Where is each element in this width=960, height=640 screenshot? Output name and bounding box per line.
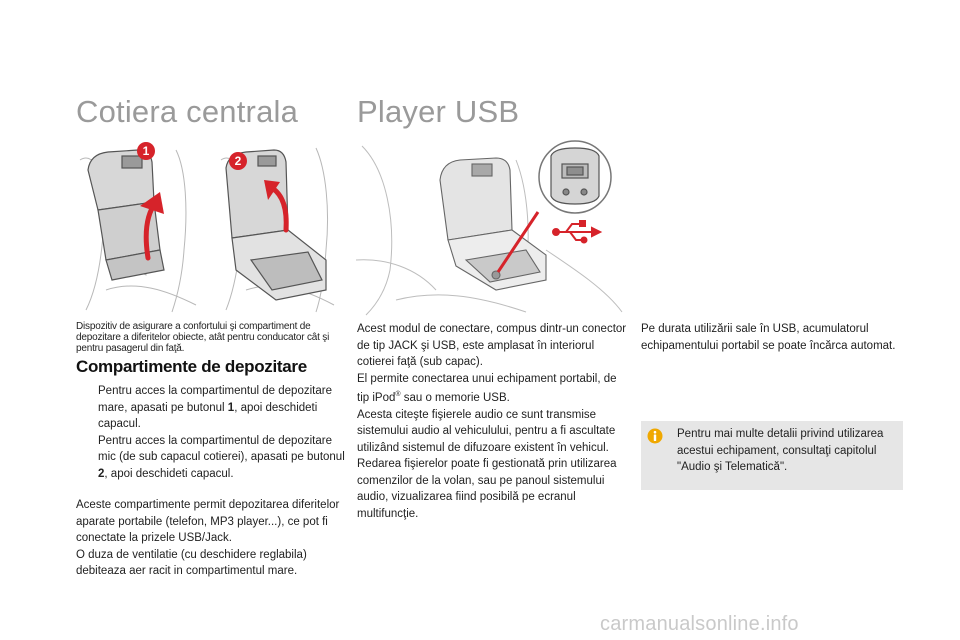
info-icon <box>647 428 663 444</box>
svg-text:2: 2 <box>234 154 242 168</box>
compartments-description <box>76 497 346 580</box>
info-text: Pentru mai multe detalii privind utilizarea acestui echipament, consultaţi capitolul "Audio şi Telematică". <box>677 428 884 473</box>
usb-player-description <box>357 321 627 522</box>
section-heading-compartments: Compartimente de depozitare <box>76 357 307 376</box>
paragraph: Aceste compartimente permit depozitarea diferitelor aparate portabile (telefon, MP3 player...), ce pot fi conectate la prizele USB/Jack. <box>76 499 340 544</box>
armrest-illustration <box>76 140 338 316</box>
title-cotiera-centrala: Cotiera centrala <box>76 94 299 129</box>
usb-charging-note: Pe durata utilizării sale în USB, acumulatorul echipamentului portabil se poate încărca automat. <box>641 323 896 352</box>
usb-drawing <box>356 140 624 316</box>
paragraph: Redarea fişierelor poate fi gestionată prin utilizarea comenzilor de la volan, sau pe panoul sistemului audio, vizualizarea fiind posibilă pe ecranul multifuncţie. <box>357 458 617 520</box>
usb-player-illustration <box>356 140 624 316</box>
paragraph: Acesta citeşte fişierele audio ce sunt transmise sistemului audio al vehiculului, pentru a fi ascultate utilizând sistemul de difuzoare existent în vehicul. <box>357 408 616 454</box>
paragraph: O duza de ventilatie (cu deschidere reglabila) debiteaza aer racit in compartimentul mare. <box>76 548 307 577</box>
list-item: Pentru acces la compartimentul de depozitare mic (de sub capacul cotierei), apasati pe butonul 2, apoi deschideti capacul. <box>98 434 345 480</box>
paragraph: Acest modul de conectare, compus dintr-un conector de tip JACK şi USB, este amplasat în interiorul cotierei faţă (sub capac). <box>357 323 627 368</box>
armrest-caption: Dispozitiv de asigurare a confortului şi compartiment de depozitare a diferitelor obiecte, atât pentru conducator cât şi pentru pasagerul din faţă. <box>76 321 330 354</box>
paragraph: El permite conectarea unui echipament portabil, de tip iPod® sau o memorie USB. <box>357 372 617 404</box>
svg-text:1: 1 <box>142 144 150 158</box>
info-box <box>641 421 903 490</box>
armrest-drawing <box>76 140 338 316</box>
watermark: carmanualsonline.info <box>600 613 799 635</box>
usb-icon <box>553 221 600 243</box>
list-item: Pentru acces la compartimentul de depozitare mare, apasati pe butonul 1, apoi deschideti capacul. <box>98 385 332 430</box>
title-player-usb: Player USB <box>357 94 520 129</box>
compartment-instructions <box>76 383 346 482</box>
